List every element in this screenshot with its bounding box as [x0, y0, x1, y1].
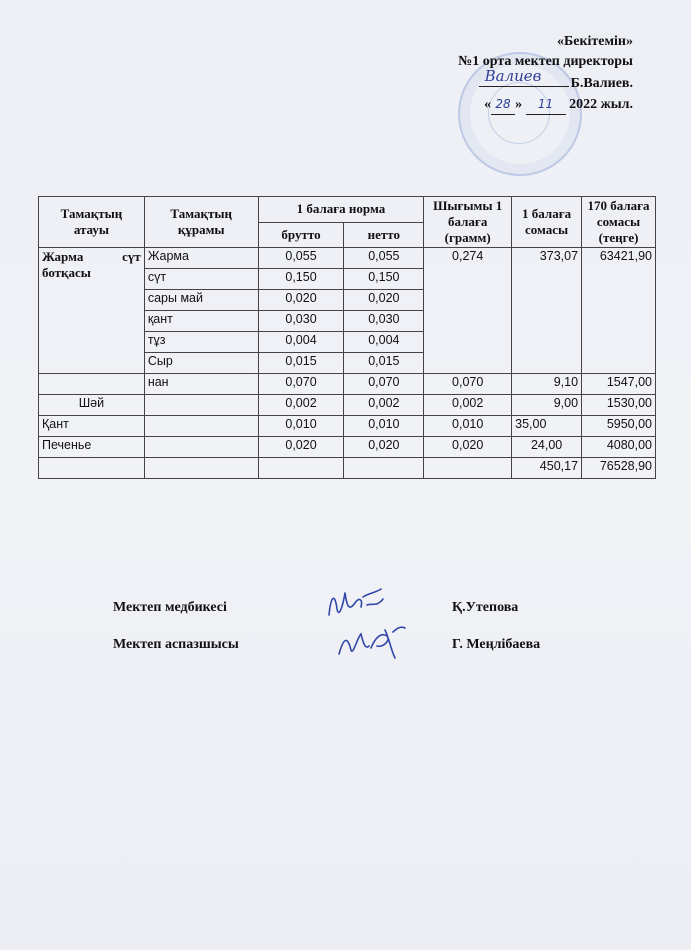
ingredient-brutto: 0,020 — [258, 290, 344, 311]
empty-cell — [39, 374, 145, 395]
header-food-name: Тамақтың атауы — [39, 197, 145, 248]
approval-date: « 28 » 11 2022 жыл. — [373, 94, 633, 115]
ingredient-netto: 0,015 — [344, 353, 424, 374]
dish-consumption: 0,274 — [424, 248, 512, 374]
tea-name: Шәй — [39, 395, 145, 416]
header-cost-per-child: 1 балаға сомасы — [512, 197, 582, 248]
cookie-cost-per-child: 24,00 — [512, 437, 582, 458]
table-total-row — [39, 458, 656, 479]
approval-title: «Бекітемін» — [556, 34, 633, 49]
date-year: 2022 жыл. — [569, 97, 633, 112]
nurse-signature — [325, 585, 395, 625]
bread-brutto: 0,070 — [258, 374, 344, 395]
ingredient-netto: 0,055 — [344, 248, 424, 269]
ingredient-netto: 0,150 — [344, 269, 424, 290]
cookie-brutto: 0,020 — [258, 437, 344, 458]
table-row — [39, 437, 656, 458]
ingredient-name: қант — [144, 311, 258, 332]
cook-name: Г. Меңлібаева — [452, 637, 541, 652]
total-cost-per-child: 450,17 — [512, 458, 582, 479]
ingredient-brutto: 0,004 — [258, 332, 344, 353]
ingredient-brutto: 0,055 — [258, 248, 344, 269]
ingredient-brutto: 0,030 — [258, 311, 344, 332]
cookie-netto: 0,020 — [344, 437, 424, 458]
total-cost-170: 76528,90 — [582, 458, 656, 479]
ingredient-netto: 0,004 — [344, 332, 424, 353]
sugar-consumption: 0,010 — [424, 416, 512, 437]
sugar-brutto: 0,010 — [258, 416, 344, 437]
bread-cost-170: 1547,00 — [582, 374, 656, 395]
dish-cost-170: 63421,90 — [582, 248, 656, 374]
cook-signature — [335, 620, 410, 665]
empty-cell — [144, 416, 258, 437]
ingredient-brutto: 0,150 — [258, 269, 344, 290]
nurse-name: Қ.Утепова — [452, 600, 519, 615]
empty-cell — [39, 458, 145, 479]
ingredient-netto: 0,030 — [344, 311, 424, 332]
ingredient-name: Жарма — [144, 248, 258, 269]
table-header-row — [39, 197, 656, 223]
director-signature-text: Валиев — [484, 67, 542, 85]
cookie-consumption: 0,020 — [424, 437, 512, 458]
approval-signer: Б.Валиев. — [570, 76, 633, 91]
approval-signer-line — [373, 67, 633, 94]
cookie-cost-170: 4080,00 — [582, 437, 656, 458]
approval-position: №1 орта мектеп директоры — [458, 54, 633, 69]
table-row — [39, 395, 656, 416]
tea-netto: 0,002 — [344, 395, 424, 416]
bread-consumption: 0,070 — [424, 374, 512, 395]
ingredient-name: сүт — [144, 269, 258, 290]
tea-cost-170: 1530,00 — [582, 395, 656, 416]
table-row — [39, 248, 656, 269]
empty-cell — [144, 437, 258, 458]
bread-cost-per-child: 9,10 — [512, 374, 582, 395]
sugar-netto: 0,010 — [344, 416, 424, 437]
header-netto: нетто — [344, 222, 424, 248]
empty-cell — [344, 458, 424, 479]
bread-name: нан — [144, 374, 258, 395]
ingredient-netto: 0,020 — [344, 290, 424, 311]
dish-name: Жарма сүт ботқасы — [39, 248, 145, 374]
tea-cost-per-child: 9,00 — [512, 395, 582, 416]
header-consumption: Шығымы 1 балаға (грамм) — [424, 197, 512, 248]
table-row — [39, 374, 656, 395]
empty-cell — [144, 458, 258, 479]
header-brutto: брутто — [258, 222, 344, 248]
header-norm: 1 балаға норма — [258, 197, 424, 223]
date-day: 28 — [491, 94, 515, 115]
sugar-name: Қант — [39, 416, 145, 437]
empty-cell — [258, 458, 344, 479]
ingredient-name: тұз — [144, 332, 258, 353]
table-row — [39, 416, 656, 437]
sugar-cost-per-child: 35,00 — [512, 416, 582, 437]
tea-brutto: 0,002 — [258, 395, 344, 416]
empty-cell — [144, 395, 258, 416]
sugar-cost-170: 5950,00 — [582, 416, 656, 437]
approval-block — [373, 32, 633, 115]
bread-netto: 0,070 — [344, 374, 424, 395]
cook-role: Мектеп аспазшысы — [113, 637, 239, 652]
ingredient-brutto: 0,015 — [258, 353, 344, 374]
date-month: 11 — [526, 94, 566, 115]
empty-cell — [424, 458, 512, 479]
nurse-role: Мектеп медбикесі — [113, 600, 227, 615]
header-cost-170: 170 балаға сомасы (теңге) — [582, 197, 656, 248]
director-signature — [479, 67, 569, 87]
dish-cost-per-child: 373,07 — [512, 248, 582, 374]
menu-table — [38, 196, 656, 479]
header-food-composition: Тамақтың құрамы — [144, 197, 258, 248]
cookie-name: Печенье — [39, 437, 145, 458]
ingredient-name: Сыр — [144, 353, 258, 374]
tea-consumption: 0,002 — [424, 395, 512, 416]
ingredient-name: сары май — [144, 290, 258, 311]
